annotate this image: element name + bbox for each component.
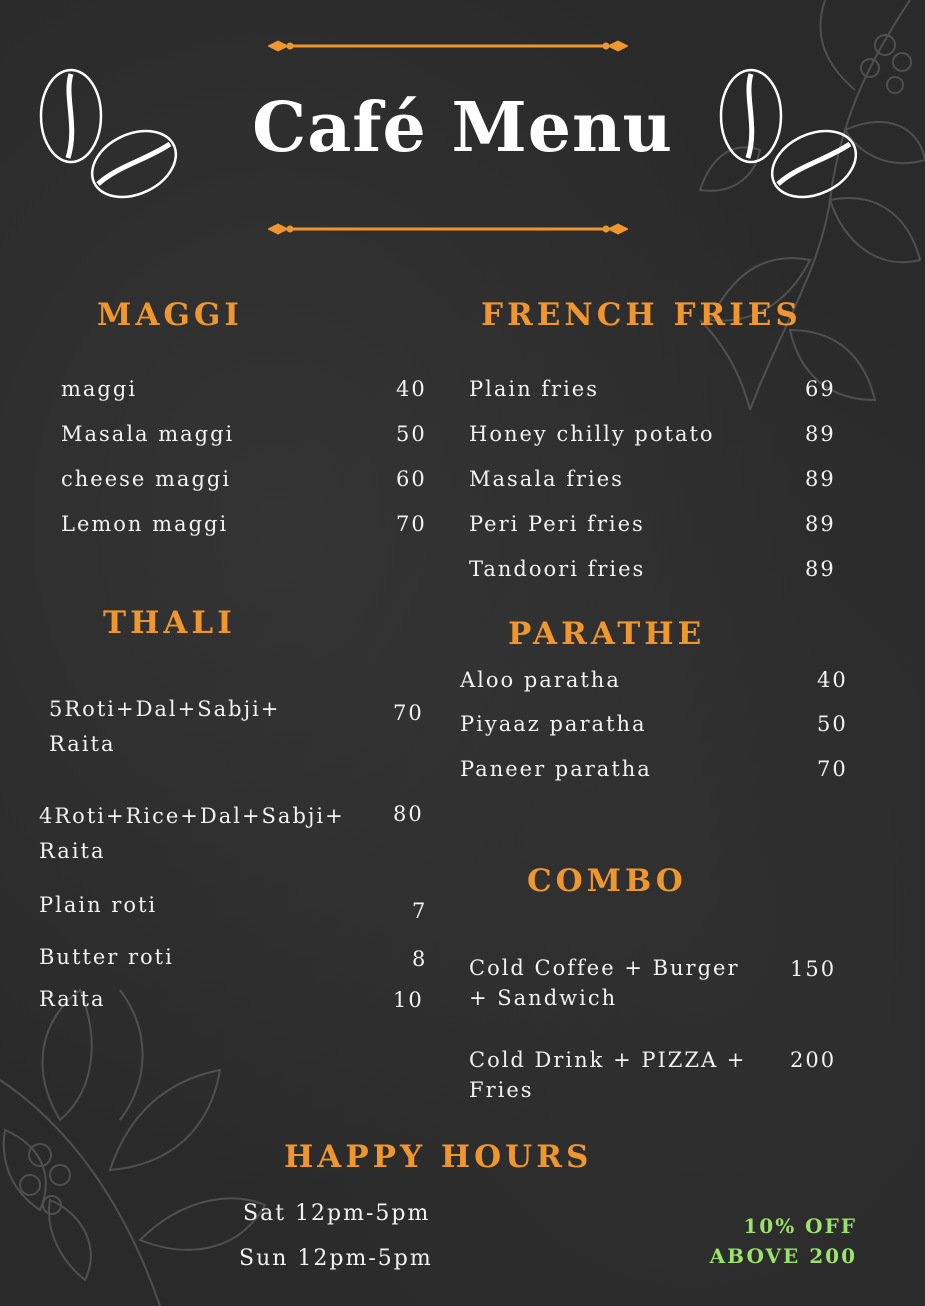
menu-item-price: 40 <box>396 377 427 401</box>
coffee-leaf-icon <box>0 960 270 1306</box>
menu-item-name: 4Roti+Rice+Dal+Sabji+ Raita <box>39 804 345 863</box>
menu-item-price: 50 <box>396 422 427 446</box>
menu-item-name: Honey chilly potato <box>469 422 715 446</box>
happy-hours-line: Sun 12pm-5pm <box>239 1246 433 1271</box>
menu-item-price: 89 <box>805 422 836 446</box>
menu-item-name: Cold Coffee + Burger + Sandwich <box>469 956 740 1010</box>
menu-item-price: 60 <box>396 467 427 491</box>
menu-item-name: Peri Peri fries <box>469 512 645 536</box>
coffee-leaf-icon <box>640 0 925 420</box>
menu-item-name: Aloo paratha <box>460 668 621 692</box>
menu-item-name: Cold Drink + PIZZA + Fries <box>469 1048 747 1102</box>
menu-item-price: 10 <box>393 988 424 1012</box>
menu-item-price: 89 <box>805 467 836 491</box>
menu-item-name: cheese maggi <box>61 467 232 491</box>
offer-line-1: 10% OFF <box>743 1214 857 1238</box>
menu-item-price: 80 <box>393 802 424 826</box>
ornament-divider-icon <box>268 38 628 54</box>
section-title-happy-hours: HAPPY HOURS <box>284 1139 593 1175</box>
ornament-divider-icon <box>268 221 628 237</box>
menu-item-price: 70 <box>396 512 427 536</box>
menu-item-name: Raita <box>39 987 106 1011</box>
section-title-parathe: PARATHE <box>508 616 706 652</box>
menu-item-price: 70 <box>393 701 424 725</box>
menu-item-price: 50 <box>817 712 848 736</box>
menu-item-price: 89 <box>805 557 836 581</box>
menu-item-name: Lemon maggi <box>61 512 229 536</box>
menu-item-price: 8 <box>412 947 428 971</box>
menu-item-price: 40 <box>817 668 848 692</box>
offer-line-2: ABOVE 200 <box>709 1244 857 1268</box>
section-title-french-fries: FRENCH FRIES <box>481 297 802 333</box>
menu-item-name: maggi <box>61 377 138 401</box>
menu-item-name: Plain fries <box>469 377 600 401</box>
menu-item-name: Masala maggi <box>61 422 235 446</box>
happy-hours-line: Sat 12pm-5pm <box>243 1201 431 1226</box>
section-title-maggi: MAGGI <box>97 297 243 333</box>
section-title-combo: COMBO <box>527 863 687 899</box>
menu-item-name: Masala fries <box>469 467 624 491</box>
section-title-thali: THALI <box>103 605 236 641</box>
menu-item-price: 150 <box>790 957 837 981</box>
menu-item-price: 200 <box>790 1048 837 1072</box>
menu-item-name: Paneer paratha <box>460 757 652 781</box>
page-title: Café Menu <box>252 88 673 168</box>
menu-item-name: Piyaaz paratha <box>460 712 647 736</box>
menu-item-price: 7 <box>412 899 428 923</box>
menu-item-price: 69 <box>805 377 836 401</box>
menu-item-name: Butter roti <box>39 945 174 969</box>
menu-item-name: Tandoori fries <box>469 557 646 581</box>
menu-item-name: Plain roti <box>39 893 158 917</box>
menu-item-price: 70 <box>817 757 848 781</box>
menu-item-price: 89 <box>805 512 836 536</box>
menu-item-name: 5Roti+Dal+Sabji+ Raita <box>49 697 281 756</box>
